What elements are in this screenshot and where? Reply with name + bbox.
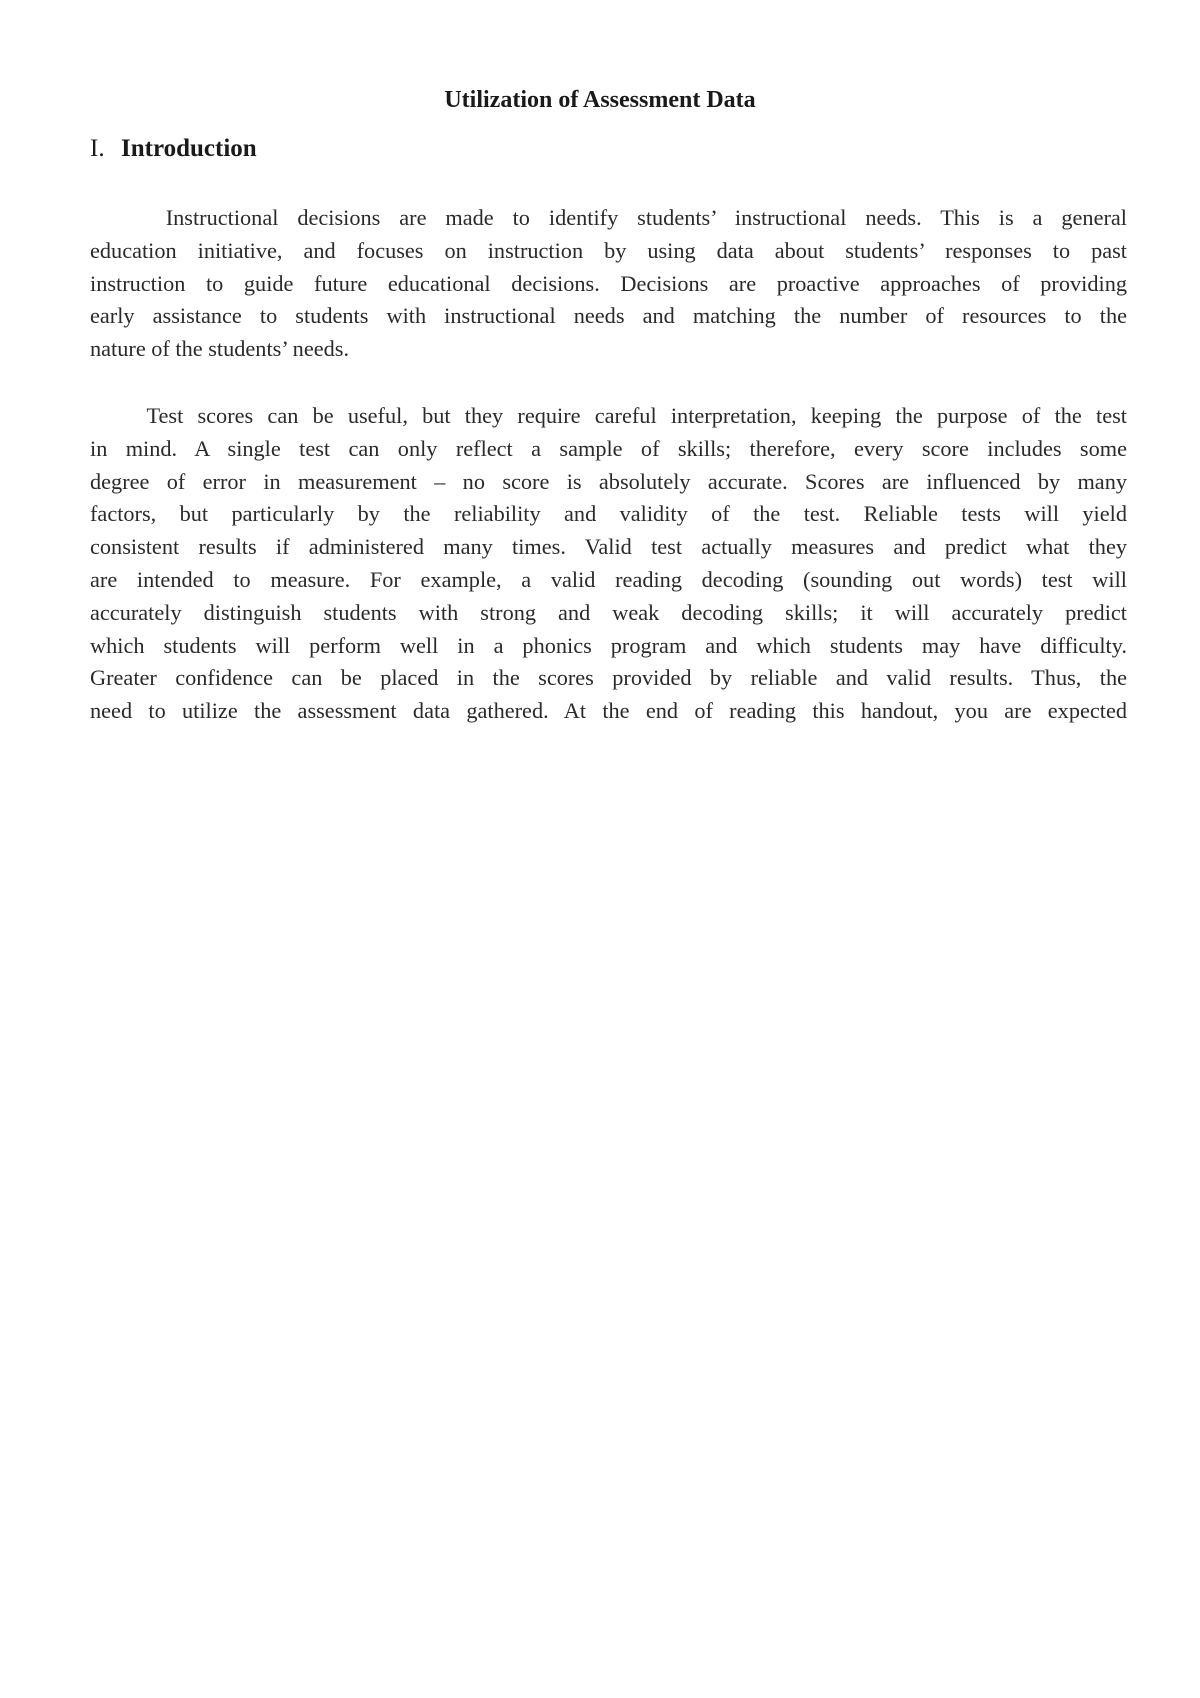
paragraph-line: Greater confidence can be placed in the scores provided by reliable and valid results. Thus, the xyxy=(90,665,1127,691)
paragraph-line: early assistance to students with instructional needs and matching the number of resources to the xyxy=(90,303,1127,329)
section-title: Introduction xyxy=(121,135,257,162)
paragraph-line: are intended to measure. For example, a valid reading decoding (sounding out words) test will xyxy=(90,566,1127,592)
paragraph-line: consistent results if administered many times. Valid test actually measures and predict what they xyxy=(90,534,1127,560)
paragraph-line: education initiative, and focuses on instruction by using data about students’ responses to past xyxy=(90,237,1127,263)
paragraph-line: instruction to guide future educational decisions. Decisions are proactive approaches of providing xyxy=(90,270,1127,296)
paragraph-line: factors, but particularly by the reliability and validity of the test. Reliable tests will yield xyxy=(90,501,1127,527)
paragraph-line: in mind. A single test can only reflect a sample of skills; therefore, every score includes some xyxy=(90,435,1127,461)
paragraph-test-scores xyxy=(90,400,1127,728)
paragraph-line: nature of the students’ needs. xyxy=(90,336,350,362)
section-number: I. xyxy=(90,135,105,162)
section-heading xyxy=(90,132,257,166)
paragraph-line: Instructional decisions are made to identify students’ instructional needs. This is a general xyxy=(90,205,1127,230)
paragraph-line: which students will perform well in a phonics program and which students may have difficulty. xyxy=(90,632,1127,658)
document-title: Utilization of Assessment Data xyxy=(444,87,756,113)
paragraph-line: degree of error in measurement – no score is absolutely accurate. Scores are influenced by many xyxy=(90,468,1127,494)
paragraph-instructional-decisions xyxy=(90,202,1127,366)
paragraph-line: Test scores can be useful, but they require careful interpretation, keeping the purpose of the test xyxy=(90,403,1127,428)
paragraph-line: need to utilize the assessment data gathered. At the end of reading this handout, you are expected xyxy=(90,698,1127,724)
paragraph-line: accurately distinguish students with strong and weak decoding skills; it will accurately predict xyxy=(90,599,1127,625)
